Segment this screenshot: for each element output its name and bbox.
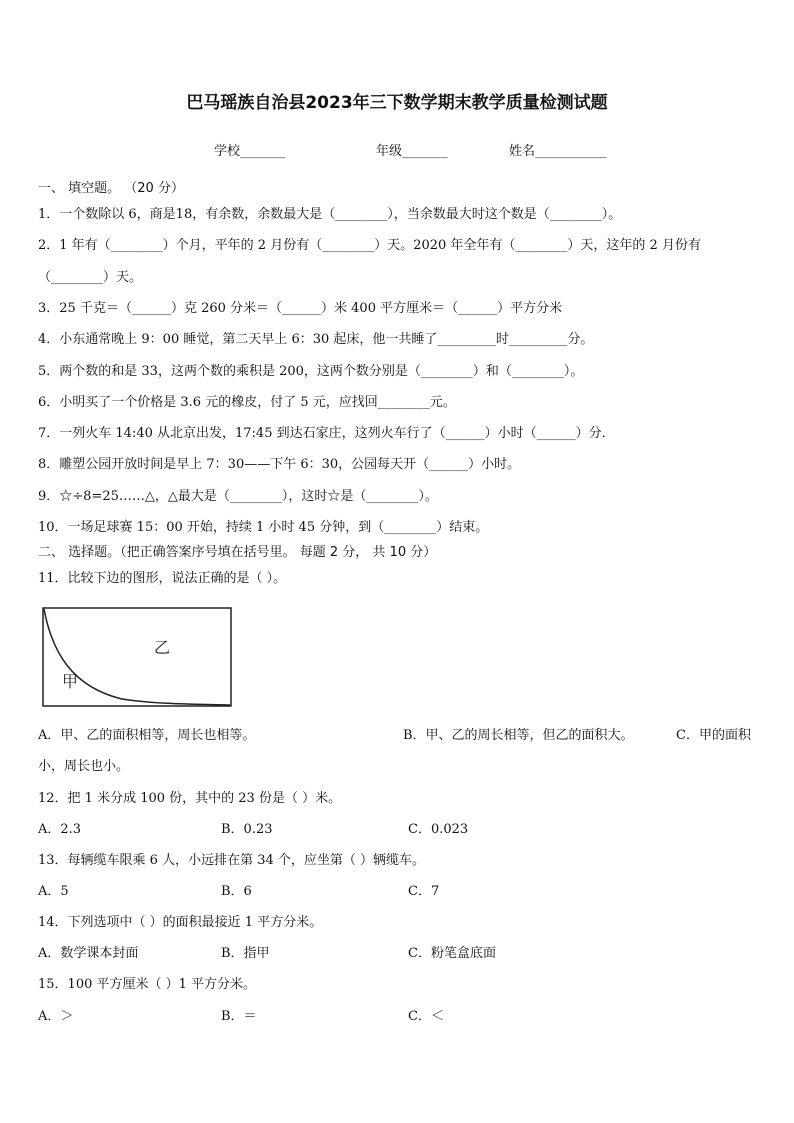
question-10: 10．一场足球赛 15：00 开始，持续 1 小时 45 分钟，到（________）结束。 [38, 520, 489, 535]
q14-option-a[interactable]: A．数学课本封面 [38, 946, 139, 961]
q15-option-c[interactable]: C．＜ [408, 1009, 444, 1024]
question-9: 9．☆÷8=25……△，△最大是（________），这时☆是（________）。 [38, 489, 438, 504]
figure-rectangle [43, 608, 231, 706]
question-6: 6．小明买了一个价格是 3.6 元的橡皮，付了 5 元，应找回________元。 [38, 395, 456, 410]
q11-option-b[interactable]: B．甲、乙的周长相等，但乙的面积大。 [403, 728, 634, 743]
name-field[interactable]: 姓名___________ [509, 144, 607, 159]
question-2-continued: （________）天。 [38, 270, 143, 285]
question-13: 13．每辆缆车限乘 6 人，小远排在第 34 个，应坐第（ ）辆缆车。 [38, 853, 426, 868]
section-heading-fill-in: 一、 填空题。 （20 分） [38, 181, 184, 196]
question-11: 11．比较下边的图形，说法正确的是（ ）。 [38, 571, 287, 586]
q11-option-c-continued: 小，周长也小。 [38, 759, 130, 774]
q15-option-b[interactable]: B．＝ [221, 1009, 257, 1024]
question-12: 12．把 1 米分成 100 份，其中的 23 份是（ ）米。 [38, 791, 342, 806]
question-5: 5．两个数的和是 33，这两个数的乘积是 200，这两个数分别是（________）和（________）。 [38, 364, 584, 379]
q13-option-c[interactable]: C．7 [408, 884, 440, 899]
q13-option-b[interactable]: B．6 [221, 884, 252, 899]
q11-option-c[interactable]: C．甲的面积 [676, 728, 751, 743]
school-field[interactable]: 学校_______ [214, 144, 286, 159]
label-yi: 乙 [154, 638, 171, 657]
question-4: 4．小东通常晚上 9：00 睡觉，第二天早上 6：30 起床，他一共睡了_________时_________分。 [38, 332, 594, 347]
question-2: 2．1 年有（________）个月，平年的 2 月份有（________）天。2020 年全年有（________）天，这年的 2 月份有 [38, 238, 701, 253]
question-7: 7．一列火车 14:40 从北京出发，17:45 到达石家庄，这列火车行了（______）小时（______）分． [38, 426, 615, 441]
question-14: 14．下列选项中（ ）的面积最接近 1 平方分米。 [38, 915, 323, 930]
question-3: 3．25 千克＝（______）克 260 分米＝（______）米 400 平方厘米＝（______）平方分米 [38, 301, 563, 316]
grade-field[interactable]: 年级_______ [376, 144, 448, 159]
q13-option-a[interactable]: A．5 [38, 884, 69, 899]
q12-option-c[interactable]: C．0.023 [408, 822, 469, 837]
q14-option-b[interactable]: B．指甲 [221, 946, 270, 961]
q11-option-a[interactable]: A．甲、乙的面积相等，周长也相等。 [38, 728, 256, 743]
question-15: 15．100 平方厘米（ ）1 平方分米。 [38, 977, 257, 992]
q12-option-b[interactable]: B．0.23 [221, 822, 273, 837]
area-comparison-figure [42, 607, 232, 707]
section-heading-choice: 二、 选择题。（把正确答案序号填在括号里。 每题 2 分， 共 10 分） [38, 545, 437, 560]
question-8: 8．雕塑公园开放时间是早上 7：30——下午 6：30，公园每天开（______）小时。 [38, 457, 521, 472]
page-title: 巴马瑶族自治县2023年三下数学期末教学质量检测试题 [186, 93, 608, 113]
q12-option-a[interactable]: A．2.3 [38, 822, 82, 837]
q14-option-c[interactable]: C．粉笔盒底面 [408, 946, 496, 961]
q15-option-a[interactable]: A．＞ [38, 1009, 74, 1024]
label-jia: 甲 [62, 672, 79, 691]
question-1: 1．一个数除以 6，商是18，有余数，余数最大是（________），当余数最大时这个数是（________）。 [38, 207, 622, 222]
